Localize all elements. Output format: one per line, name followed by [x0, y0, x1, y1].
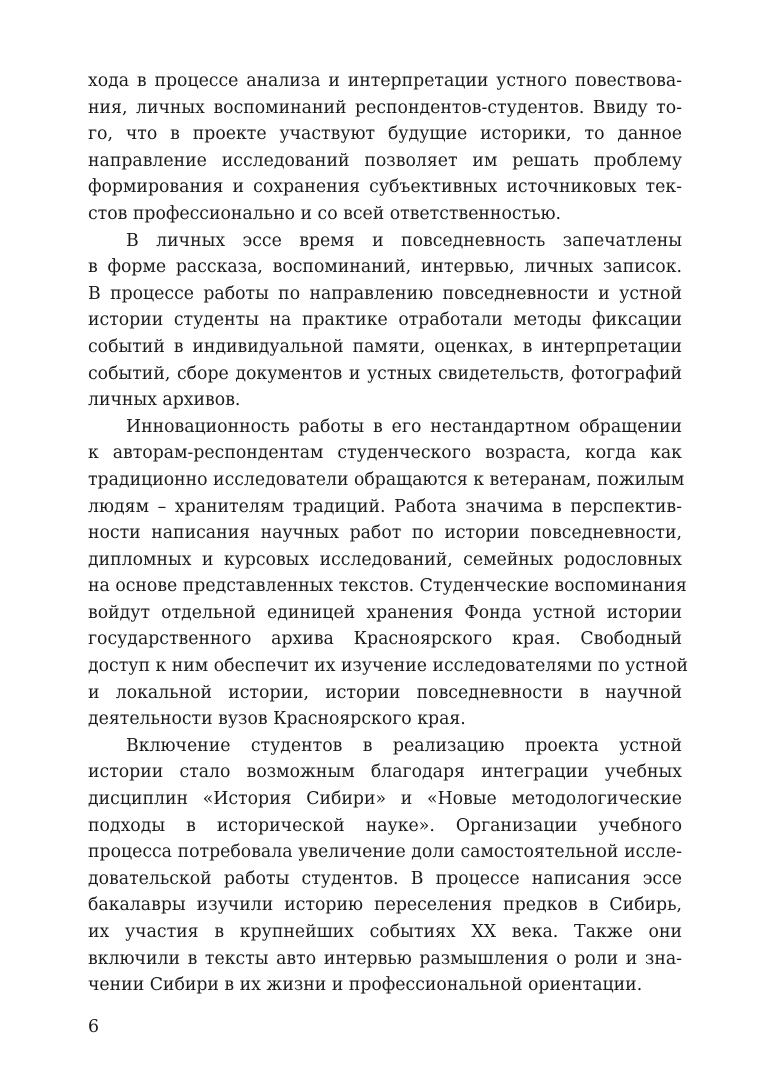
text-line: дипломных и курсовых исследований, семейных родословных: [88, 549, 682, 570]
text-line: стов профессионально и со всей ответственностью.: [88, 203, 562, 224]
text-line: бакалавры изучили историю переселения предков в Сибирь,: [88, 895, 682, 916]
text-line: включили в тексты авто интервью размышления о роли и зна-: [88, 948, 682, 969]
paragraph: [88, 733, 682, 999]
paragraph: [88, 228, 682, 414]
paragraph: [88, 68, 682, 228]
text-line: ности написания научных работ по истории повседневности,: [88, 523, 682, 544]
text-line: к авторам-респондентам студенческого возраста, когда как: [88, 443, 682, 464]
text-line: государственного архива Красноярского края. Свободный: [88, 629, 682, 650]
text-line: подходы в исторической науке». Организации учебного: [88, 815, 682, 836]
text-line: традиционно исследователи обращаются к ветеранам, пожилым: [88, 469, 685, 490]
text-line: на основе представленных текстов. Студенческие воспоминания: [88, 576, 687, 597]
text-line: личных архивов.: [88, 390, 241, 411]
text-line: хода в процессе анализа и интерпретации устного повествова-: [88, 71, 682, 91]
text-line: ния, личных воспоминаний респондентов-студентов. Ввиду то-: [88, 97, 682, 118]
page-number: 6: [88, 1017, 99, 1037]
text-line: истории стало возможным благодаря интеграции учебных: [88, 762, 682, 783]
text-line: чении Сибири в их жизни и профессиональной ориентации.: [88, 975, 643, 996]
text-line: войдут отдельной единицей хранения Фонда устной истории: [88, 602, 682, 623]
text-line: истории студенты на практике отработали методы фиксации: [88, 310, 682, 331]
text-line: Включение студентов в реализацию проекта устной: [126, 735, 682, 756]
paragraph: [88, 414, 689, 733]
text-line: В личных эссе время и повседневность запечатлены: [126, 230, 682, 251]
text-line: го, что в проекте участвуют будущие историки, то данное: [88, 124, 682, 145]
text-line: событий в индивидуальной памяти, оценках, в интерпретации: [88, 336, 682, 357]
text-line: в форме рассказа, воспоминаний, интервью, личных записок.: [88, 257, 682, 278]
page-body: [88, 68, 689, 999]
text-line: направление исследований позволяет им решать проблему: [88, 150, 682, 171]
text-line: людям – хранителям традиций. Работа значима в перспектив-: [88, 496, 682, 517]
text-line: Инновационность работы в его нестандартном обращении: [126, 416, 682, 437]
text-line: В процессе работы по направлению повседневности и устной: [88, 283, 682, 304]
text-line: деятельности вузов Красноярского края.: [88, 709, 466, 730]
text-line: процесса потребовала увеличение доли самостоятельной иссле-: [88, 842, 682, 863]
text-line: довательской работы студентов. В процессе написания эссе: [88, 868, 682, 889]
text-line: дисциплин «История Сибири» и «Новые методологические: [88, 789, 682, 810]
text-line: и локальной истории, истории повседневности в научной: [88, 682, 682, 703]
text-line: событий, сборе документов и устных свидетельств, фотографий: [88, 363, 682, 384]
text-line: доступ к ним обеспечит их изучение исследователями по устной: [88, 656, 689, 677]
text-line: формирования и сохранения субъективных источниковых тек-: [88, 177, 682, 198]
text-line: их участия в крупнейших событиях XX века. Также они: [88, 922, 682, 942]
